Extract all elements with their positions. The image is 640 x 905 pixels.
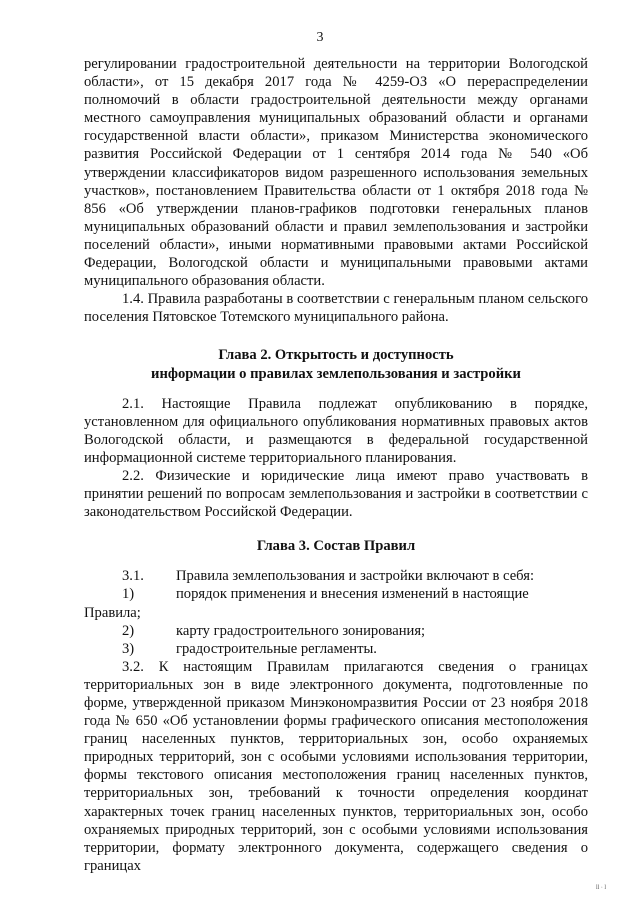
list-item-text: градостроительные регламенты. [176, 640, 377, 657]
list-item-number: 1) [122, 586, 135, 603]
page-number: 3 [316, 30, 324, 45]
chapter-2-title-line1: Глава 2. Открытость и доступность [218, 347, 454, 364]
chapter-3-title: Глава 3. Состав Правил [256, 538, 416, 555]
list-item-text: карту градостроительного зонирования; [176, 622, 426, 639]
list-item-number: 2) [122, 622, 135, 639]
paragraph-2-1: 2.1. Настоящие Правила подлежат опубликованию в порядке, установленном для официального опубликования нормативных правовых актов Вологодской области, и размещаются в федеральной государственной информационной системе территориального планирования. [84, 395, 588, 466]
chapter-2-title-line2: информации о правилах землепользования и застройки [151, 365, 521, 382]
composition-list [84, 585, 588, 657]
list-item-number: 3) [122, 640, 135, 657]
paragraph-3-1 [84, 567, 588, 585]
paragraph-3-2: 3.2. К настоящим Правилам прилагаются сведения о границах территориальных зон в виде электронного документа, подготовленные по форме, утвержденной приказом Минэкономразвития России от 23 ноября 2018 года № 650 «Об установлении формы графического описания местоположения границ населенных пунктов, территориальных зон, особо охраняемых природных территорий, зон с особыми условиями использования территории, формы текстового описания местоположения границ населенных пунктов, территориальных зон, требований к точности определения координат характерных точек границ населенных пунктов, территориальных зон, особо охраняемых природных территорий, зон с особыми условиями использования территории, формату электронного документа, содержащего сведения о границах [84, 658, 588, 874]
chapter-2-heading [84, 346, 588, 382]
list-item [84, 622, 588, 640]
list-item [84, 640, 588, 658]
document-body [84, 55, 588, 875]
footer-mark: ll · l [596, 885, 606, 891]
paragraph-3-1-number: 3.1. [122, 568, 144, 585]
list-item-continuation: Правила; [84, 604, 141, 621]
paragraph-3-1-text: Правила землепользования и застройки включают в себя: [176, 568, 534, 585]
list-item-text: порядок применения и внесения изменений в настоящие [176, 586, 529, 603]
list-item [84, 585, 588, 603]
paragraph-intro: регулировании градостроительной деятельности на территории Вологодской области», от 15 декабря 2017 года № 4259-ОЗ «О перераспределении полномочий в области градостроительной деятельности между органами местного самоуправления муниципальных образований области и органами государственной власти области», приказом Министерства экономического развития Российской Федерации от 1 сентября 2014 года № 540 «Об утверждении классификаторов видом разрешенного использования земельных участков», постановлением Правительства области от 1 октября 2018 года № 856 «Об утверждении планов-графиков подготовки генеральных планов муниципальных образований области и правил землепользования и застройки поселений области», иными нормативными правовыми актами Российской Федерации, Вологодской области и муниципальными правовыми актами муниципального образования области. [84, 56, 588, 290]
paragraph-1-4: 1.4. Правила разработаны в соответствии с генеральным планом сельского поселения Пятовское Тотемского муниципального района. [84, 291, 588, 326]
paragraph-2-2: 2.2. Физические и юридические лица имеют право участвовать в принятии решений по вопросам землепользования и застройки в соответствии с законодательством Российской Федерации. [84, 467, 588, 521]
